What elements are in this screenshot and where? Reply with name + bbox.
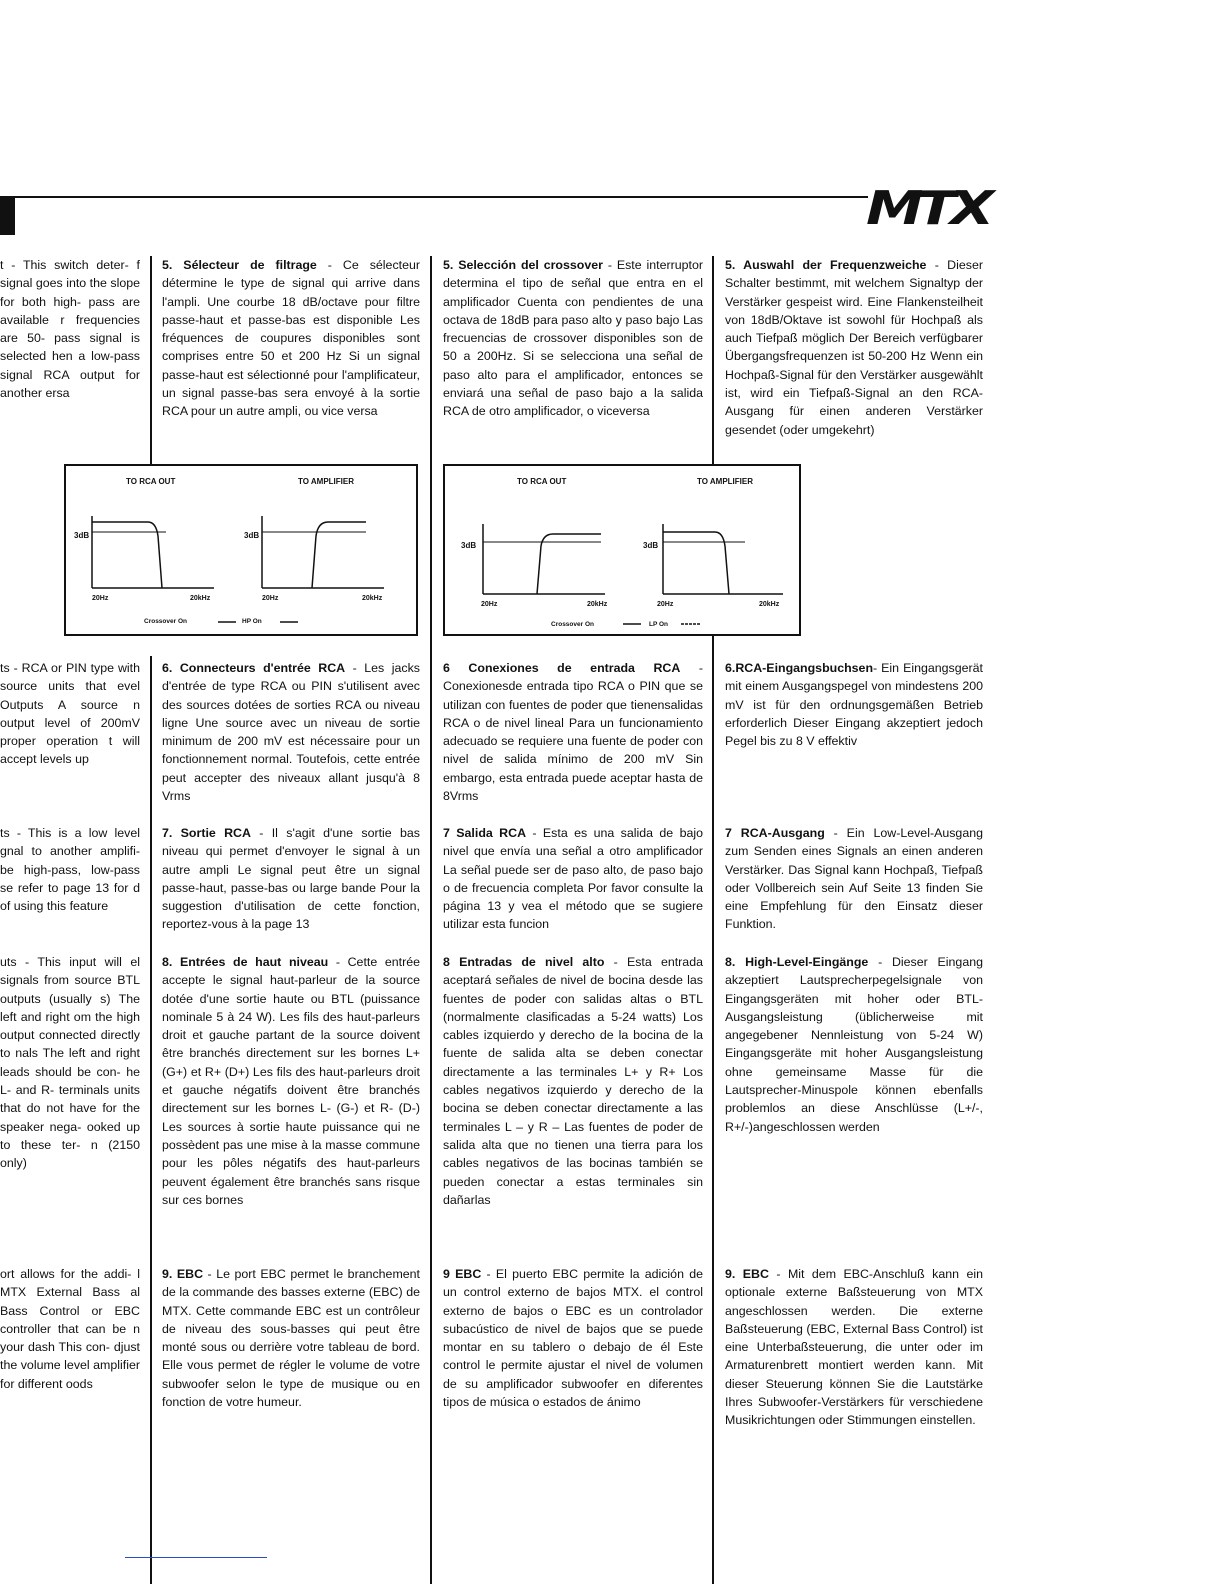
- es-section-9-title: 9 EBC: [443, 1267, 482, 1281]
- filter-figure-right: [443, 464, 801, 636]
- figure-left-legend-a: Crossover On: [144, 618, 187, 625]
- de-section-8: [725, 953, 983, 1136]
- de-section-9-title: 9. EBC: [725, 1267, 769, 1281]
- figure-left-label-rca: TO RCA OUT: [126, 477, 176, 486]
- de-section-7-body: - Ein Low-Level-Ausgang zum Senden eines Signals an einen anderen Verstärker. Das Signal kann Hochpaß, Tiefpaß oder Vollbereich sein Auf Seite 13 finden Sie eine Empfehlung für den Einsatz dieser Funktion.: [725, 826, 983, 932]
- es-section-9-body: - El puerto EBC permite la adición de un control externo de bajos MTX. el control externo de bajos o EBC es un controlador subacústico de nivel de bajos que se puede montar en su tablero o debajo de él Este control le permite ajustar el nivel de volumen de su amplificador subwoofer en diferentes tipos de música o estados de ánimo: [443, 1267, 703, 1410]
- figure-right-db-b: 3dB: [643, 541, 659, 550]
- figure-right-x2-b: 20kHz: [759, 601, 780, 608]
- de-section-6-body: - Ein Eingangsgerät mit einem Ausgangspegel von mindestens 200 mV ist für den ordnungsgemäßen Betrieb erforderlich Dieser Eingang akzeptiert jedoch Pegel bis zu 8 V effektiv: [725, 661, 983, 749]
- fr-section-6: [162, 659, 420, 805]
- fr-section-9-title: 9. EBC: [162, 1267, 204, 1281]
- fr-section-7-title: 7. Sortie RCA: [162, 826, 251, 840]
- de-section-5-title: 5. Auswahl der Frequenzweiche: [725, 258, 927, 272]
- figure-left-x1-b: 20Hz: [262, 595, 279, 602]
- de-section-7-title: 7 RCA-Ausgang: [725, 826, 825, 840]
- fr-section-9-body: - Le port EBC permet le branchement de la commande des basses externe (EBC) de MTX. Cette commande EBC est un contrôleur de niveau des sous-basses qui peut être monté sous ou derrière votre tableau de bord. Elle vous permet de régler le volume de votre subwoofer selon le type de musique ou en fonction de votre humeur.: [162, 1267, 420, 1410]
- figure-right-legend-b: LP On: [649, 621, 669, 628]
- figure-right-x2-a: 20kHz: [587, 601, 608, 608]
- en-section-6: ts - RCA or PIN type with source units that evel Outputs A source n output level of 200mV proper operation t will accept levels up: [0, 661, 140, 767]
- de-section-5-body: - Dieser Schalter bestimmt, mit welchem Signaltyp der Verstärker gespeist wird. Eine Flankensteilheit von 18dB/Oktave ist sowohl für Hochpaß als auch Tiefpaß möglich Der Bereich verfügbarer Übergangsfrequenzen ist 50-200 Hz Wenn ein Hochpaß-Signal für den Verstärker ausgewählt ist, wird ein Tiefpaß-Signal an den RCA-Ausgang für einen anderen Verstärker gesendet (oder umgekehrt): [725, 258, 983, 437]
- figure-right-label-rca: TO RCA OUT: [517, 477, 567, 486]
- es-section-9: [443, 1265, 703, 1411]
- column-divider-1: [150, 256, 152, 466]
- fr-section-8: [162, 953, 420, 1209]
- column-divider-1b: [150, 656, 152, 1584]
- figure-left-plot-b: [262, 516, 384, 588]
- fr-section-7-body: - Il s'agit d'une sortie bas niveau qui permet d'envoyer le signal à un autre ampli Le signal peut être un signal passe-haut, passe-bas ou large bande Pour la suggestion d'utilisation de cette fonction, reportez-vous à la page 13: [162, 826, 420, 932]
- footer-blue-rule: [125, 1557, 267, 1558]
- es-section-6: [443, 659, 703, 805]
- figure-left-db-a: 3dB: [74, 531, 90, 540]
- fr-section-5: [162, 256, 420, 421]
- es-section-7: [443, 824, 703, 934]
- fr-section-8-body: - Cette entrée accepte le signal haut-parleur de la source dotée d'une sortie haute ou BTL (puissance nominale 5 à 24 W). Les fils des haut-parleurs droit et gauche partant de la source doivent être branchés directement sur les bornes L+ (G+) et R+ (D+) Les fils des haut-parleurs droit et gauche négatifs doivent être branchés directement sur les bornes L- (G-) et R- (D-) Les sources à sortie haute puissance qui ne possèdent pas une mise à la masse commune pour les pôles négatifs des haut-parleurs peuvent également être branchés sans risque sur ces bornes: [162, 955, 420, 1207]
- en-section-7: ts - This is a low level gnal to another amplifi- be high-pass, low-pass se refer to page 13 for d of using this feature: [0, 826, 140, 914]
- es-section-8: [443, 953, 703, 1209]
- figure-left-x2-a: 20kHz: [190, 595, 211, 602]
- figure-right-plot-a: [483, 524, 605, 594]
- mtx-logo: MTX: [866, 181, 989, 235]
- fr-section-9: [162, 1265, 420, 1411]
- figure-left-legend-b: HP On: [242, 618, 262, 625]
- figure-right-db-a: 3dB: [461, 541, 477, 550]
- figure-right-x1-b: 20Hz: [657, 601, 674, 608]
- fr-section-6-title: 6. Connecteurs d'entrée RCA: [162, 661, 346, 675]
- es-section-5-title: 5. Selección del crossover: [443, 258, 603, 272]
- fr-section-5-body: - Ce sélecteur détermine le type de signal qui arrive dans l'ampli. Une courbe 18 dB/octave pour filtre passe-haut et passe-bas est disponible Les fréquences de coupures disponibles sont comprises entre 50 et 200 Hz Si un signal passe-haut est sélectionné pour l'amplificateur, un signal passe-bas sera envoyé à la sortie RCA pour un autre ampli, ou vice versa: [162, 258, 420, 419]
- de-section-6: [725, 659, 983, 750]
- en-section-9: ort allows for the addi- l MTX External Bass al Bass Control or EBC controller that can be n your dash This con- djust the volume level amplifier for different oods: [0, 1267, 140, 1391]
- es-section-8-title: 8 Entradas de nivel alto: [443, 955, 605, 969]
- fr-section-6-body: - Les jacks d'entrée de type RCA ou PIN s'utilisent avec des sources dotées de sorties RCA ou niveau ligne Une source avec un niveau de sortie minimum de 200 mV est nécessaire pour un fonctionnement normal. Toutefois, cette entrée peut accepter des niveaux allant jusqu'à 8 Vrms: [162, 661, 420, 804]
- de-section-9-body: - Mit dem EBC-Anschluß kann ein optionale externe Baßsteuerung von MTX angeschlossen werden. Die externe Baßsteuerung (EBC, External Bass Control) ist eine Unterbaßsteuerung, die unter oder im Armaturenbrett montiert werden kann. Mit dieser Steuerung können Sie die Lautstärke Ihres Subwoofer-Verstärkers für verschiedene Musikrichtungen oder Stimmungen einstellen.: [725, 1267, 983, 1428]
- es-section-5: [443, 256, 703, 421]
- figure-left-plot-a: [92, 516, 214, 588]
- de-section-8-body: - Dieser Eingang akzeptiert Lautsprecherpegelsignale von Eingangsgeräten mit hoher oder BTL-Ausgangsleistung (üblicherweise mit angegebener Nennleistung von 5-24 W) Eingangsgeräte mit hoher Ausgangsleistung ohne gemeinsame Masse für die Lautsprecher-Minuspole können ebenfalls problemlos an diese Anschlüsse (L+/-, R+/-)angeschlossen werden: [725, 955, 983, 1134]
- en-section-5: t - This switch deter- f signal goes into the slope for both high- pass are available r frequencies are 50- pass signal is selected hen a low-pass signal RCA output for another ersa: [0, 258, 140, 401]
- es-section-7-body: - Esta es una salida de bajo nivel que envía una señal a otro amplificador La señal puede ser de paso alto, de paso bajo o de frecuencia completa Por favor consulte la página 13 y vea el método que se sugiere utilizar esta funcion: [443, 826, 703, 932]
- de-section-5: [725, 256, 983, 439]
- de-section-7: [725, 824, 983, 934]
- es-section-5-body: - Este interruptor determina el tipo de señal que entra en el amplificador Cuenta con pendientes de una octava de 18dB para paso alto y paso bajo Las frecuencias de crossover disponibles son de 50 a 200Hz. Si se selecciona una señal de paso alto para el amplificador, entonces se enviará una señal de paso bajo a la salida RCA de otro amplificador, o viceversa: [443, 258, 703, 419]
- fr-section-7: [162, 824, 420, 934]
- de-section-6-title: 6.RCA-Eingangsbuchsen: [725, 661, 874, 675]
- fr-section-5-title: 5. Sélecteur de filtrage: [162, 258, 317, 272]
- figure-right-plot-b: [663, 524, 783, 594]
- figure-right-legend-a: Crossover On: [551, 621, 594, 628]
- filter-figure-left: [64, 464, 418, 636]
- figure-right-x1-a: 20Hz: [481, 601, 498, 608]
- en-section-8: uts - This input will el signals from source BTL outputs (usually s) The left and right om the high output connected directly to nals The left and right leads should be con- he L- and R- terminals units that do not have for the speaker nega- ooked up to these ter- n (2150 only): [0, 955, 140, 1171]
- header-rule: [0, 196, 868, 198]
- figure-left-db-b: 3dB: [244, 531, 260, 540]
- column-divider-2: [430, 256, 432, 1584]
- column-divider-3: [712, 256, 714, 1584]
- es-section-6-title: 6 Conexiones de entrada RCA: [443, 661, 681, 675]
- figure-left-x2-b: 20kHz: [362, 595, 383, 602]
- figure-left-x1-a: 20Hz: [92, 595, 109, 602]
- figure-left-label-amp: TO AMPLIFIER: [298, 477, 354, 486]
- es-section-8-body: - Esta entrada aceptará señales de nivel de bocina desde las fuentes de poder con salidas altas o BTL (normalmente clasificadas a 5-24 watts) Los cables izquierdo y derecho de la bocina de la fuente de salida alta se deben conectar directamente a las terminales L+ y R+ Los cables negativos izquierdo y derecho de la bocina se deben conectar directamente a las terminales L – y R – Las fuentes de poder de salida alta que no tienen una tierra para los cables negativos de las bocinas también se pueden conectar a estas terminales sin dañarlas: [443, 955, 703, 1207]
- de-section-8-title: 8. High-Level-Eingänge: [725, 955, 869, 969]
- es-section-7-title: 7 Salida RCA: [443, 826, 527, 840]
- corner-marker: [0, 197, 15, 235]
- fr-section-8-title: 8. Entrées de haut niveau: [162, 955, 329, 969]
- figure-right-label-amp: TO AMPLIFIER: [697, 477, 753, 486]
- es-section-6-body: - Conexionesde entrada tipo RCA o PIN que se utilizan con fuentes de poder que tienensalidas RCA o de nivel lineal Para un funcionamiento adecuado se requiere una fuente de poder con nivel de salida mínimo de 200 mV Sin embargo, esta entrada puede aceptar hasta de 8Vrms: [443, 661, 703, 804]
- de-section-9: [725, 1265, 983, 1430]
